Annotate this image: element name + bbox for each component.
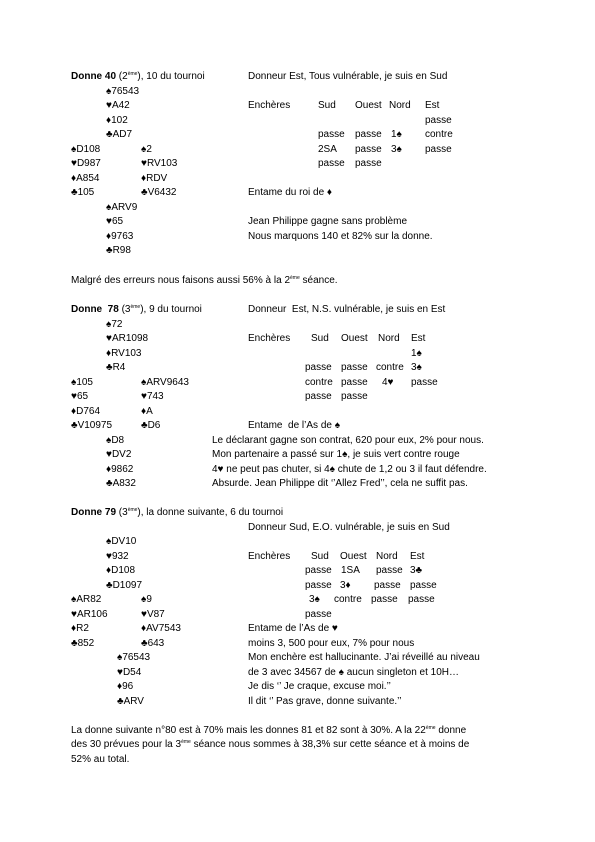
deal-79-bid-header-sud: Sud (311, 551, 329, 562)
deal-78-bid-header-ouest: Ouest (341, 333, 368, 344)
deal-40-south-clubs: ♣R98 (106, 245, 131, 256)
final-paragraph-line-3: 52% au total. (71, 754, 130, 765)
deal-40-bid: passe (425, 115, 452, 126)
deal-79-bid: 3♣ (410, 565, 423, 576)
deal-79-bid: 3♦ (340, 580, 351, 591)
deal-78-east-diamonds: ♦A (141, 406, 153, 417)
deal-79-north-diamonds: ♦D108 (106, 565, 136, 576)
deal-78-south-clubs: ♣A832 (106, 478, 136, 489)
deal-79-comment: de 3 avec 34567 de ♠ aucun singleton et 10H… (248, 667, 460, 678)
deal-40-east-hearts: ♥RV103 (141, 158, 178, 169)
deal-40-bid: passe (425, 144, 452, 155)
deal-78-west-spades: ♠105 (71, 377, 93, 388)
final-paragraph-line-2: des 30 prévues pour la 3ème séance nous sommes à 38,3% sur cette séance et à moins de (71, 739, 470, 750)
deal-40-bid: 1♠ (391, 129, 402, 140)
deal-40-bid: 3♠ (391, 144, 402, 155)
deal-78-north-spades: ♠72 (106, 319, 123, 330)
deal-40-bid-header-nord: Nord (389, 100, 411, 111)
deal-40-west-hearts: ♥D987 (71, 158, 101, 169)
deal-79-south-clubs: ♣ARV (117, 696, 144, 707)
deal-40-west-diamonds: ♦A854 (71, 173, 100, 184)
deal-40-west-spades: ♠D108 (71, 144, 101, 155)
deal-78-bid: passe (305, 362, 332, 373)
deal-78-bid: 4♥ (382, 377, 394, 388)
deal-79-title: Donne 79 (71, 507, 117, 518)
deal-40-south-diamonds: ♦9763 (106, 231, 134, 242)
deal-79-east-spades: ♠9 (141, 594, 152, 605)
deal-78-north-hearts: ♥AR1098 (106, 333, 149, 344)
deal-40-north-diamonds: ♦102 (106, 115, 128, 126)
deal-78-comment: Mon partenaire a passé sur 1♠, je suis vert contre rouge (212, 449, 460, 460)
deal-40-encheres-label: Enchères (248, 100, 291, 111)
deal-78-bid: contre (376, 362, 404, 373)
deal-40-bid: 2SA (318, 144, 337, 155)
deal-79-entame: Entame de l’As de ♥ (248, 623, 338, 634)
deal-78-south-hearts: ♥DV2 (106, 449, 132, 460)
deal-78-comment: 4♥ ne peut pas chuter, si 4♠ chute de 1,2 ou 3 il faut défendre. (212, 464, 487, 475)
deal-79-bid-header-ouest: Ouest (340, 551, 367, 562)
deal-40-bid-header-ouest: Ouest (355, 100, 382, 111)
deal-79-north-spades: ♠DV10 (106, 536, 137, 547)
deal-78-east-spades: ♠ARV9643 (141, 377, 189, 388)
deal-79-info: Donneur Sud, E.O. vulnérable, je suis en Sud (248, 522, 450, 533)
deal-79-bid: passe (376, 565, 403, 576)
deal-78-encheres-label: Enchères (248, 333, 291, 344)
deal-40-east-clubs: ♣V6432 (141, 187, 177, 198)
seance-2-summary: Malgré des erreurs nous faisons aussi 56% à la 2ème séance. (71, 275, 338, 286)
deal-40-north-clubs: ♣AD7 (106, 129, 133, 140)
deal-79-bid: passe (305, 609, 332, 620)
deal-79-bid-header-nord: Nord (376, 551, 398, 562)
deal-79-south-diamonds: ♦96 (117, 681, 134, 692)
deal-79-north-clubs: ♣D1097 (106, 580, 143, 591)
deal-40-east-diamonds: ♦RDV (141, 173, 168, 184)
deal-40-south-spades: ♠ARV9 (106, 202, 138, 213)
deal-78-west-diamonds: ♦D764 (71, 406, 101, 417)
deal-40-entame: Entame du roi de ♦ (248, 187, 333, 198)
deal-40-bid: passe (318, 129, 345, 140)
deal-40-north-spades: ♠76543 (106, 86, 140, 97)
deal-78-info: Donneur Est, N.S. vulnérable, je suis en Est (248, 304, 446, 315)
deal-78-bid-header-nord: Nord (378, 333, 400, 344)
deal-79-comment: moins 3, 500 pour eux, 7% pour nous (248, 638, 415, 649)
deal-40-bid: passe (355, 129, 382, 140)
deal-78-bid: 1♠ (411, 348, 422, 359)
deal-79-bid: 3♠ (309, 594, 320, 605)
deal-78-bid: contre (305, 377, 333, 388)
deal-40-bid-header-est: Est (425, 100, 440, 111)
deal-78-heading: Donne 78 (3ème), 9 du tournoi (71, 304, 202, 315)
deal-78-bid: passe (341, 391, 368, 402)
deal-78-east-clubs: ♣D6 (141, 420, 161, 431)
deal-78-north-diamonds: ♦RV103 (106, 348, 142, 359)
deal-78-south-diamonds: ♦9862 (106, 464, 134, 475)
deal-79-bid: passe (374, 580, 401, 591)
deal-79-comment: Mon enchère est hallucinante. J’ai réveillé au niveau (248, 652, 480, 663)
deal-40-west-clubs: ♣105 (71, 187, 95, 198)
deal-78-comment: Absurde. Jean Philippe dit ‘’Allez Fred’’, cela ne suffit pas. (212, 478, 468, 489)
deal-79-east-clubs: ♣643 (141, 638, 165, 649)
deal-40-bid: passe (318, 158, 345, 169)
deal-78-bid: 3♠ (411, 362, 422, 373)
deal-78-north-clubs: ♣R4 (106, 362, 126, 373)
deal-40-heading: Donne 40 (2ème), 10 du tournoi (71, 71, 205, 82)
deal-40-bid-header-sud: Sud (318, 100, 336, 111)
deal-79-bid: passe (410, 580, 437, 591)
deal-40-title: Donne 40 (71, 71, 117, 82)
deal-79-west-hearts: ♥AR106 (71, 609, 108, 620)
deal-79-heading: Donne 79 (3ème), la donne suivante, 6 du tournoi (71, 507, 284, 518)
deal-79-west-diamonds: ♦R2 (71, 623, 89, 634)
final-paragraph-line-1: La donne suivante n°80 est à 70% mais les donnes 81 et 82 sont à 30%. A la 22ème donne (71, 725, 467, 736)
deal-79-bid: passe (371, 594, 398, 605)
deal-79-west-clubs: ♣852 (71, 638, 95, 649)
deal-79-encheres-label: Enchères (248, 551, 291, 562)
deal-40-comment: Jean Philippe gagne sans problème (248, 216, 407, 227)
deal-78-bid-header-sud: Sud (311, 333, 329, 344)
deal-40-info: Donneur Est, Tous vulnérable, je suis en Sud (248, 71, 448, 82)
deal-40-comment: Nous marquons 140 et 82% sur la donne. (248, 231, 433, 242)
deal-40-east-spades: ♠2 (141, 144, 152, 155)
deal-79-bid: passe (305, 580, 332, 591)
deal-78-bid: passe (341, 362, 368, 373)
deal-79-east-hearts: ♥V87 (141, 609, 165, 620)
deal-78-comment: Le déclarant gagne son contrat, 620 pour eux, 2% pour nous. (212, 435, 484, 446)
deal-40-bid: passe (355, 158, 382, 169)
deal-79-west-spades: ♠AR82 (71, 594, 102, 605)
deal-79-comment: Il dit ‘’ Pas grave, donne suivante.’’ (248, 696, 402, 707)
deal-40-bid: contre (425, 129, 453, 140)
deal-79-bid: 1SA (341, 565, 360, 576)
deal-79-bid: passe (305, 565, 332, 576)
deal-79-bid: passe (408, 594, 435, 605)
deal-78-west-hearts: ♥65 (71, 391, 89, 402)
deal-79-bid-header-est: Est (410, 551, 425, 562)
deal-78-title: Donne 78 (71, 304, 119, 315)
deal-78-bid: passe (305, 391, 332, 402)
deal-40-bid: passe (355, 144, 382, 155)
deal-78-entame: Entame de l’As de ♠ (248, 420, 341, 431)
deal-79-north-hearts: ♥932 (106, 551, 129, 562)
deal-78-bid: passe (411, 377, 438, 388)
deal-79-comment: Je dis ‘’ Je craque, excuse moi.’’ (248, 681, 391, 692)
deal-78-east-hearts: ♥743 (141, 391, 164, 402)
deal-79-bid: contre (334, 594, 362, 605)
deal-78-west-clubs: ♣V10975 (71, 420, 113, 431)
deal-78-bid: passe (341, 377, 368, 388)
deal-40-north-hearts: ♥A42 (106, 100, 130, 111)
deal-78-south-spades: ♠D8 (106, 435, 125, 446)
deal-40-south-hearts: ♥65 (106, 216, 124, 227)
deal-79-east-diamonds: ♦AV7543 (141, 623, 181, 634)
deal-79-south-spades: ♠76543 (117, 652, 151, 663)
deal-79-south-hearts: ♥D54 (117, 667, 142, 678)
deal-78-bid-header-est: Est (411, 333, 426, 344)
